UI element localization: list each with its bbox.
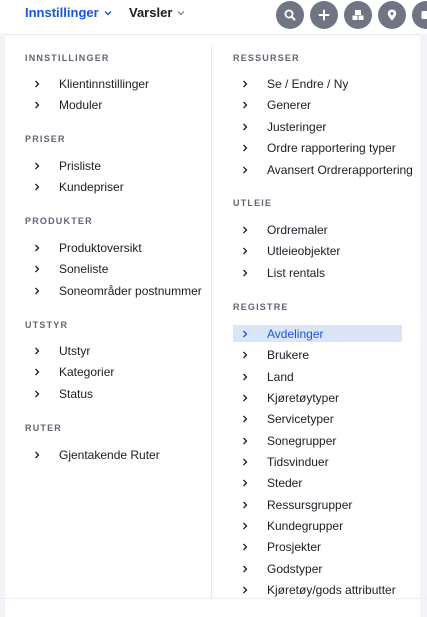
section-title-ruter: RUTER <box>25 423 62 433</box>
menu-item-label: Produktoversikt <box>59 240 142 255</box>
chevron-down-icon <box>103 8 113 18</box>
top-navigation-bar <box>0 0 427 34</box>
menu-item-label: Prosjekter <box>267 539 322 554</box>
chevron-right-icon <box>32 100 42 110</box>
chevron-right-icon <box>240 372 250 382</box>
menu-item-label: Avdelinger <box>267 326 324 341</box>
chevron-right-icon <box>32 450 42 460</box>
chevron-right-icon <box>240 165 250 175</box>
panel-bottom-border <box>0 598 427 599</box>
section-title-registre: REGISTRE <box>233 302 289 312</box>
add-button[interactable] <box>310 1 338 29</box>
menu-item-label: Kjøretøytyper <box>267 390 340 405</box>
menu-item-klientinnstillinger[interactable] <box>25 75 149 92</box>
menu-item-prisliste[interactable] <box>25 157 101 174</box>
chevron-right-icon <box>32 243 42 253</box>
nav-settings-label: Innstillinger <box>25 5 99 20</box>
chevron-right-icon <box>240 457 250 467</box>
menu-item-justeringer[interactable] <box>233 118 326 135</box>
menu-item-utstyr[interactable] <box>25 342 90 359</box>
menu-item-label: Soneområder postnummer <box>59 283 202 298</box>
chevron-right-icon <box>32 389 42 399</box>
chevron-right-icon <box>32 79 42 89</box>
menu-item-label: Gjentakende Ruter <box>59 447 160 462</box>
menu-item-list-rentals[interactable] <box>233 264 325 281</box>
menu-item-ressursgrupper[interactable] <box>233 496 352 513</box>
menu-item-label: Kundepriser <box>59 179 124 194</box>
chevron-right-icon <box>240 500 250 510</box>
menu-item-kundegrupper[interactable] <box>233 517 343 534</box>
right-gutter <box>420 34 427 617</box>
menu-item-label: List rentals <box>267 265 326 280</box>
section-title-utleie: UTLEIE <box>233 198 273 208</box>
chevron-right-icon <box>240 585 250 595</box>
menu-item-label: Avansert Ordrerapportering <box>267 162 413 177</box>
chevron-right-icon <box>32 346 42 356</box>
boxes-icon <box>351 8 365 22</box>
more-icon <box>419 8 427 22</box>
chevron-right-icon <box>32 182 42 192</box>
chevron-right-icon <box>240 478 250 488</box>
menu-item-soneliste[interactable] <box>25 260 108 277</box>
chevron-right-icon <box>32 264 42 274</box>
chevron-right-icon <box>240 414 250 424</box>
more-button[interactable] <box>412 1 427 29</box>
nav-alerts-menu[interactable] <box>129 5 186 20</box>
chevron-right-icon <box>240 329 250 339</box>
location-pin-icon <box>385 8 399 22</box>
chevron-right-icon <box>240 542 250 552</box>
menu-item-soneomrader-postnummer[interactable] <box>25 282 202 299</box>
menu-item-label: Prisliste <box>59 158 102 173</box>
chevron-right-icon <box>240 393 250 403</box>
chevron-right-icon <box>240 564 250 574</box>
menu-item-label: Kategorier <box>59 364 115 379</box>
section-title-produkter: PRODUKTER <box>25 216 93 226</box>
menu-item-se-endre-ny[interactable] <box>233 75 348 92</box>
menu-item-label: Kjøretøy/gods attributter <box>267 582 396 597</box>
menu-item-avansert-ordrerapportering[interactable] <box>233 161 413 178</box>
nav-alerts-label: Varsler <box>129 5 173 20</box>
chevron-down-icon <box>176 8 186 18</box>
menu-item-label: Utleieobjekter <box>267 243 341 258</box>
menu-item-label: Servicetyper <box>267 411 334 426</box>
menu-item-label: Godstyper <box>267 561 323 576</box>
menu-item-label: Klientinnstillinger <box>59 76 150 91</box>
location-button[interactable] <box>378 1 406 29</box>
chevron-right-icon <box>240 246 250 256</box>
search-button[interactable] <box>276 1 304 29</box>
menu-item-label: Ressursgrupper <box>267 497 353 512</box>
chevron-right-icon <box>240 436 250 446</box>
chevron-right-icon <box>240 521 250 531</box>
section-title-ressurser: RESSURSER <box>233 53 300 63</box>
menu-item-label: Ordremaler <box>267 222 328 237</box>
nav-settings-menu[interactable] <box>25 5 113 20</box>
menu-item-brukere[interactable] <box>233 346 309 363</box>
left-gutter <box>0 34 5 617</box>
chevron-right-icon <box>240 225 250 235</box>
menu-item-label: Kundegrupper <box>267 518 344 533</box>
menu-item-ordre-rapportering-typer[interactable] <box>233 139 396 156</box>
section-title-utstyr: UTSTYR <box>25 320 69 330</box>
menu-item-label: Brukere <box>267 347 310 362</box>
menu-item-label: Moduler <box>59 97 103 112</box>
section-title-priser: PRISER <box>25 134 66 144</box>
menu-item-moduler[interactable] <box>25 96 102 113</box>
menu-item-gjentakende-ruter[interactable] <box>25 446 160 463</box>
menu-item-generer[interactable] <box>233 96 311 113</box>
chevron-right-icon <box>240 268 250 278</box>
menu-item-label: Se / Endre / Ny <box>267 76 349 91</box>
column-divider <box>211 46 212 598</box>
menu-item-label: Land <box>267 369 294 384</box>
menu-item-produktoversikt[interactable] <box>25 239 142 256</box>
menu-item-status[interactable] <box>25 385 93 402</box>
section-title-innstillinger: INNSTILLINGER <box>25 53 110 63</box>
menu-item-label: Ordre rapportering typer <box>267 140 396 155</box>
menu-item-ordremaler[interactable] <box>233 221 328 238</box>
chevron-right-icon <box>240 79 250 89</box>
menu-item-godstyper[interactable] <box>233 560 322 577</box>
menu-item-label: Steder <box>267 475 303 490</box>
menu-item-prosjekter[interactable] <box>233 538 321 555</box>
menu-item-kjoretoytyper[interactable] <box>233 389 339 406</box>
menu-item-label: Status <box>59 386 94 401</box>
chevron-right-icon <box>240 143 250 153</box>
menu-item-label: Sonegrupper <box>267 433 337 448</box>
menu-item-label: Soneliste <box>59 261 109 276</box>
menu-item-utleieobjekter[interactable] <box>233 242 340 259</box>
resources-button[interactable] <box>344 1 372 29</box>
menu-item-tidsvinduer[interactable] <box>233 453 329 470</box>
plus-icon <box>317 8 331 22</box>
menu-item-kjoretoy-gods-attributter[interactable] <box>233 581 396 598</box>
menu-item-steder[interactable] <box>233 474 302 491</box>
menu-item-servicetyper[interactable] <box>233 410 334 427</box>
menu-item-label: Justeringer <box>267 119 327 134</box>
chevron-right-icon <box>240 350 250 360</box>
menu-item-label: Utstyr <box>59 343 91 358</box>
menu-item-label: Generer <box>267 97 312 112</box>
menu-item-land[interactable] <box>233 368 294 385</box>
menu-item-label: Tidsvinduer <box>267 454 329 469</box>
chevron-right-icon <box>240 100 250 110</box>
chevron-right-icon <box>32 286 42 296</box>
menu-item-avdelinger[interactable] <box>233 325 402 342</box>
menu-item-sonegrupper[interactable] <box>233 432 336 449</box>
menu-item-kundepriser[interactable] <box>25 178 124 195</box>
chevron-right-icon <box>240 122 250 132</box>
chevron-right-icon <box>32 367 42 377</box>
menu-item-kategorier[interactable] <box>25 363 114 380</box>
search-icon <box>283 8 297 22</box>
chevron-right-icon <box>32 161 42 171</box>
